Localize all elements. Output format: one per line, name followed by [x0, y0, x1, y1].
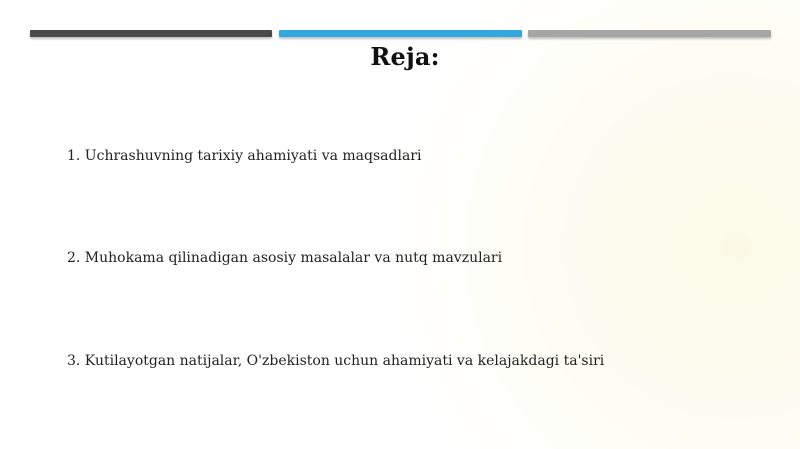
- plan-item-2: 2. Muhokama qilinadigan asosiy masalalar va nutq mavzulari: [67, 250, 503, 266]
- plan-item-1: 1. Uchrashuvning tarixiy ahamiyati va maqsadlari: [67, 148, 422, 164]
- header-bar-gray: [528, 30, 771, 37]
- plan-item-3: 3. Kutilayotgan natijalar, O'zbekiston uchun ahamiyati va kelajakdagi ta'siri: [67, 353, 605, 369]
- slide-title: Reja:: [370, 42, 440, 71]
- header-bar-dark: [30, 30, 272, 37]
- header-decoration-bars: [30, 30, 771, 38]
- header-bar-blue: [279, 30, 522, 37]
